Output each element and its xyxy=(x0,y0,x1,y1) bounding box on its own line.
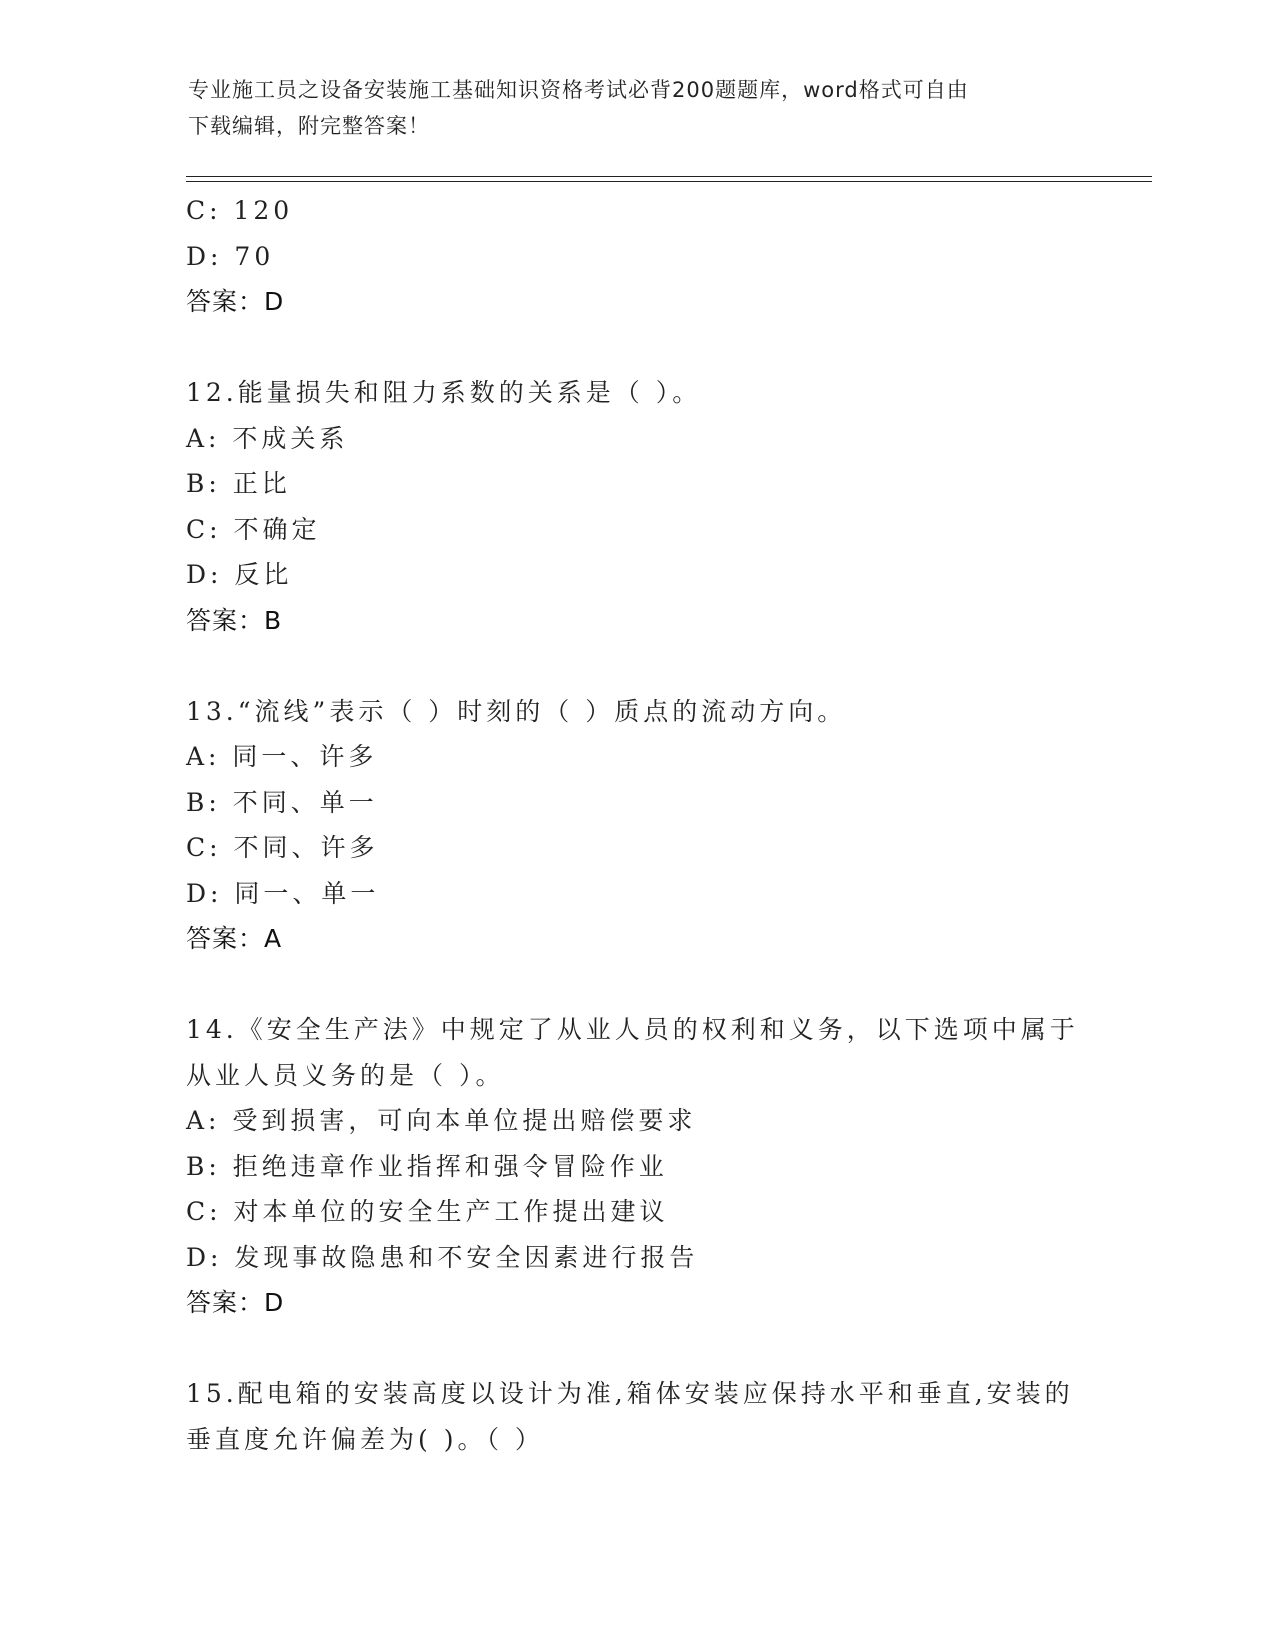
option-a: A: 受到损害，可向本单位提出赔偿要求 xyxy=(186,1106,697,1135)
question-stem-line-2: 垂直度允许偏差为( )。（ ） xyxy=(186,1424,544,1454)
option-d: D: 发现事故隐患和不安全因素进行报告 xyxy=(186,1242,699,1272)
question-stem-line-2: 从业人员义务的是（ ）。 xyxy=(186,1060,505,1090)
answer-label: 答案： xyxy=(186,287,265,316)
header-line-1: 专业施工员之设备安装施工基础知识资格考试必背200题题库，word格式可自由 xyxy=(188,78,969,102)
header-divider-bottom xyxy=(186,181,1152,182)
answer-value: B xyxy=(264,605,282,635)
question-list xyxy=(186,188,1086,1462)
option-c: C: 对本单位的安全生产工作提出建议 xyxy=(186,1197,669,1226)
answer-line xyxy=(186,1280,1086,1326)
option-c: C: 不确定 xyxy=(186,514,321,544)
option-c: C: 120 xyxy=(186,196,294,225)
answer-label: 答案： xyxy=(186,1288,265,1317)
option-c: C: 不同、许多 xyxy=(186,833,379,862)
answer-value: D xyxy=(264,287,284,316)
option-d: D: 同一、单一 xyxy=(186,878,380,908)
answer-line xyxy=(186,916,1086,962)
option-d: D: 70 xyxy=(186,241,275,271)
header-line-2: 下载编辑，附完整答案！ xyxy=(188,114,430,138)
spacer xyxy=(186,643,1086,689)
answer-line xyxy=(186,279,1086,325)
option-b: B: 正比 xyxy=(186,469,291,498)
spacer xyxy=(186,1326,1086,1372)
option-a: A: 不成关系 xyxy=(186,423,349,453)
previous-question-block xyxy=(186,188,1086,325)
answer-value: D xyxy=(264,1288,284,1317)
answer-label: 答案： xyxy=(186,924,265,953)
question-14 xyxy=(186,1007,1086,1326)
question-12 xyxy=(186,370,1086,643)
answer-line xyxy=(186,598,1086,644)
option-a: A: 同一、许多 xyxy=(186,742,378,771)
option-b: B: 拒绝违章作业指挥和强令冒险作业 xyxy=(186,1151,668,1181)
document-header xyxy=(188,72,1088,144)
question-13 xyxy=(186,689,1086,962)
spacer xyxy=(186,325,1086,371)
question-stem: 12.能量损失和阻力系数的关系是（ ）。 xyxy=(186,378,702,407)
question-15 xyxy=(186,1371,1086,1462)
spacer xyxy=(186,962,1086,1008)
question-stem: 13.“流线”表示（ ）时刻的（ ）质点的流动方向。 xyxy=(186,696,847,726)
answer-label: 答案： xyxy=(186,605,265,635)
option-d: D: 反比 xyxy=(186,560,293,589)
question-stem-line-1: 15.配电箱的安装高度以设计为准,箱体安装应保持水平和垂直,安装的 xyxy=(186,1379,1074,1408)
header-divider-top xyxy=(186,176,1152,177)
question-stem-line-1: 14.《安全生产法》中规定了从业人员的权利和义务，以下选项中属于 xyxy=(186,1015,1079,1044)
answer-value: A xyxy=(264,924,282,953)
option-b: B: 不同、单一 xyxy=(186,787,378,817)
